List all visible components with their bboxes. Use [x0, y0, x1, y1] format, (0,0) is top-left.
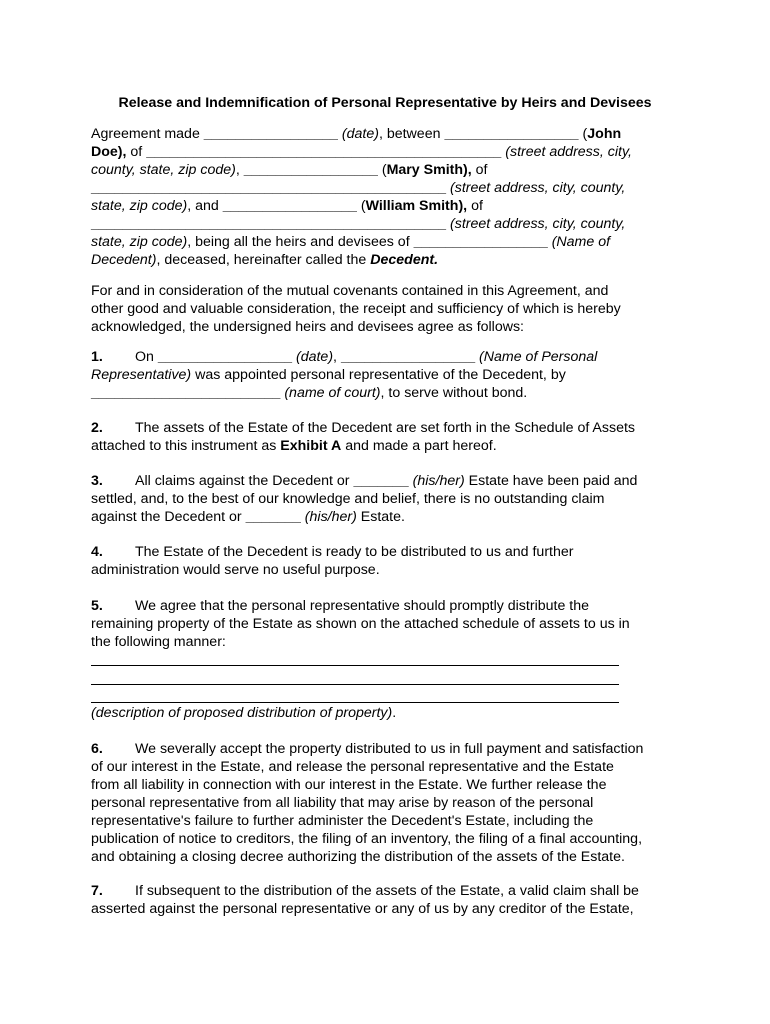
p2-line-2	[91, 437, 497, 455]
address-hint: state, zip code)	[91, 234, 188, 250]
consideration-line-1: For and in consideration of the mutual covenants contained in this Agreement, and	[91, 283, 609, 299]
p6-line-5: representative's failure to further administer the Decedent's Estate, including the	[91, 813, 594, 829]
p6-line-3: from all liability in connection with our interest in the Estate. We further release the	[91, 777, 607, 793]
p5-description	[91, 704, 396, 722]
p6-line-1	[91, 740, 643, 758]
pronoun-blank: _______	[245, 509, 301, 525]
p2-line-1	[91, 419, 635, 437]
p5-line-2: remaining property of the Estate as shown on the attached schedule of assets to us in	[91, 616, 630, 632]
p6-line-4: personal representative from all liability that may arise by reason of the personal	[91, 795, 594, 811]
decedent-term: Decedent.	[370, 252, 439, 268]
decedent-hint: (Name of	[551, 234, 611, 250]
text: , being all the heirs and devisees of	[187, 234, 410, 250]
document-title: Release and Indemnification of Personal Representative by Heirs and Devisees	[118, 95, 652, 111]
date-hint: (date)	[295, 349, 334, 365]
consideration-line-3: acknowledged, the undersigned heirs and devisees agree as follows:	[91, 319, 524, 335]
intro-line-1	[91, 125, 621, 143]
decedent-hint: Decedent)	[91, 252, 157, 268]
text: ,	[333, 349, 337, 365]
p6-line-2: of our interest in the Estate, and release the personal representative and the Estate	[91, 759, 614, 775]
consideration-line-2: other good and valuable consideration, the receipt and sufficiency of which is hereby	[91, 301, 621, 317]
address-hint: (street address, city, county,	[450, 180, 626, 196]
intro-line-7	[91, 233, 610, 251]
representative-hint: Representative)	[91, 367, 192, 383]
pronoun-hint: (his/her)	[412, 473, 465, 489]
court-hint: (name of court)	[284, 385, 381, 401]
address-hint: county, state, zip code)	[91, 162, 236, 178]
text: of	[475, 162, 488, 178]
address-1-blank: _____________________________________________	[146, 144, 502, 160]
distribution-rule-2	[91, 684, 619, 685]
p1-line-2	[91, 366, 566, 384]
representative-blank: _________________	[340, 349, 476, 365]
p7-line-2: asserted against the personal representative or any of us by any creditor of the Estate,	[91, 901, 634, 917]
court-blank: ________________________	[91, 385, 281, 401]
intro-line-3	[91, 161, 488, 179]
p1-line-1	[91, 348, 597, 366]
paragraph-number: 1.	[91, 349, 103, 365]
date-blank: _________________	[203, 126, 338, 142]
p4-line-2: administration would serve no useful purpose.	[91, 562, 380, 578]
text: ,	[235, 162, 240, 178]
text: The assets of the Estate of the Decedent are set forth in the Schedule of Assets	[135, 420, 636, 436]
paragraph-number: 7.	[91, 883, 103, 899]
text: (	[360, 198, 366, 214]
text: against the Decedent or	[91, 509, 242, 525]
intro-line-8	[91, 251, 438, 269]
representative-hint: (Name of Personal	[479, 349, 598, 365]
paragraph-number: 4.	[91, 544, 103, 560]
text: , deceased, hereinafter called the	[156, 252, 367, 268]
text: (	[582, 126, 588, 142]
text: We severally accept the property distributed to us in full payment and satisfaction	[135, 741, 644, 757]
appointment-date-blank: _________________	[157, 349, 293, 365]
text: attached to this instrument as	[91, 438, 277, 454]
distribution-rule-3	[91, 702, 619, 703]
text: was appointed personal representative of the Decedent, by	[195, 367, 566, 383]
pronoun-hint: (his/her)	[304, 509, 357, 525]
text: On	[135, 349, 154, 365]
decedent-blank: _________________	[413, 234, 548, 250]
intro-line-6	[91, 215, 625, 233]
text: , and	[187, 198, 219, 214]
heir-1-blank: _________________	[444, 126, 579, 142]
p5-line-1	[91, 597, 589, 615]
distribution-rule-1	[91, 665, 619, 666]
text: , to serve without bond.	[380, 385, 528, 401]
distribution-hint: (description of proposed distribution of property)	[91, 705, 393, 721]
address-hint: (street address, city, county,	[450, 216, 626, 232]
date-hint: (date)	[341, 126, 379, 142]
text: , between	[378, 126, 441, 142]
address-3-blank: _____________________________________________	[91, 216, 447, 232]
heir-3-blank: _________________	[222, 198, 357, 214]
address-hint: (street address, city,	[505, 144, 632, 160]
heir-1-name: John	[587, 126, 622, 142]
paragraph-number: 2.	[91, 420, 103, 436]
text: of	[471, 198, 483, 214]
p4-line-1	[91, 543, 574, 561]
heir-3-name: William Smith),	[365, 198, 468, 214]
text: Agreement made	[91, 126, 200, 142]
text: (	[381, 162, 387, 178]
text: Estate have been paid and	[468, 473, 638, 489]
heir-2-blank: _________________	[243, 162, 378, 178]
heir-1-name-end: Doe),	[91, 144, 127, 160]
text: of	[130, 144, 143, 160]
address-hint: state, zip code)	[91, 198, 188, 214]
text: We agree that the personal representative should promptly distribute the	[135, 598, 589, 614]
text: .	[392, 705, 397, 721]
p3-line-3	[91, 508, 405, 526]
text: All claims against the Decedent or	[135, 473, 350, 489]
p6-line-7: and obtaining a closing decree authorizing the distribution of the assets of the Estate.	[91, 849, 625, 865]
text: The Estate of the Decedent is ready to be distributed to us and further	[135, 544, 574, 560]
p5-line-3: the following manner:	[91, 634, 226, 650]
paragraph-number: 5.	[91, 598, 103, 614]
intro-line-5	[91, 197, 483, 215]
p3-line-1	[91, 472, 637, 490]
intro-line-2	[91, 143, 632, 161]
p7-line-1	[91, 882, 639, 900]
text: and made a part hereof.	[345, 438, 497, 454]
intro-line-4	[91, 179, 625, 197]
exhibit-label: Exhibit A	[280, 438, 342, 454]
text: Estate.	[360, 509, 405, 525]
heir-2-name: Mary Smith),	[386, 162, 472, 178]
p3-line-2: settled, and, to the best of our knowledge and belief, there is no outstanding claim	[91, 491, 605, 507]
p6-line-6: publication of notice to creditors, the filing of an inventory, the filing of a final accounting,	[91, 831, 643, 847]
p1-line-3	[91, 384, 527, 402]
address-2-blank: _____________________________________________	[91, 180, 447, 196]
text: If subsequent to the distribution of the assets of the Estate, a valid claim shall be	[135, 883, 639, 899]
pronoun-blank: _______	[353, 473, 409, 489]
paragraph-number: 3.	[91, 473, 103, 489]
paragraph-number: 6.	[91, 741, 103, 757]
